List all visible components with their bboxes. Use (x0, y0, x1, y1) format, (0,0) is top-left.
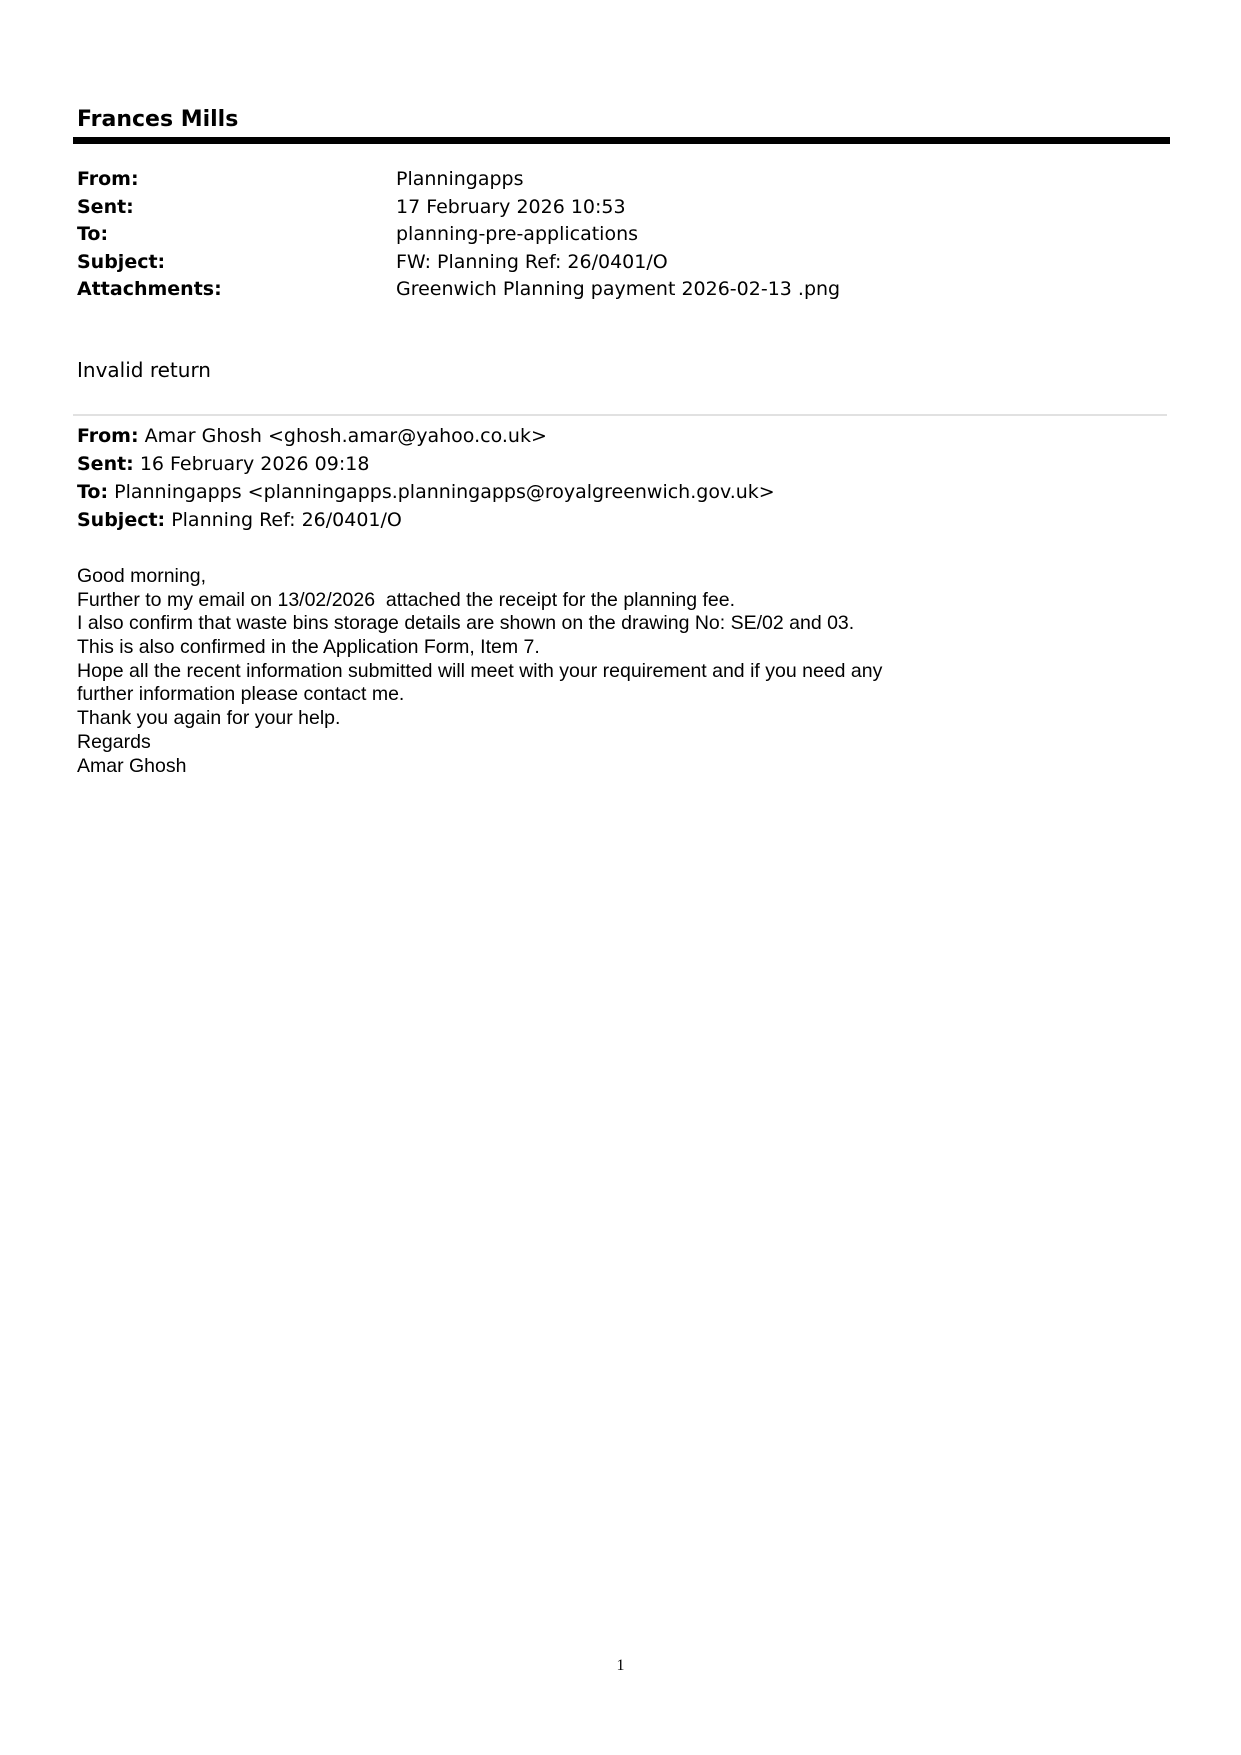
email-header (77, 166, 1167, 304)
forwarded-subject-label: Subject: (77, 509, 166, 531)
forwarded-to-value: Planningapps <planningapps.planningapps@royalgreenwich.gov.uk> (108, 481, 775, 503)
header-sent-value: 17 February 2026 10:53 (396, 195, 626, 218)
page-number: 1 (616, 1657, 625, 1674)
header-to-value: planning-pre-applications (396, 223, 639, 245)
header-to-label: To: (77, 223, 109, 245)
header-row-to (77, 221, 1167, 249)
body-line: Amar Ghosh (77, 754, 187, 777)
forwarded-from-label: From: (77, 425, 139, 447)
header-subject-label: Subject: (77, 250, 166, 273)
body-line: Further to my email on 13/02/2026 attached the receipt for the planning fee. (77, 588, 735, 611)
body-line: Regards (77, 730, 151, 753)
header-row-attachments (77, 276, 1167, 304)
forwarded-sent-value: 16 February 2026 09:18 (133, 453, 370, 475)
forwarded-to-row (77, 478, 775, 506)
body-line: Good morning, (77, 565, 206, 587)
header-sent-label: Sent: (77, 195, 134, 218)
body-line: I also confirm that waste bins storage details are shown on the drawing No: SE/02 and 03. (77, 612, 855, 635)
header-from-value: Planningapps (396, 168, 524, 190)
message-body (77, 565, 882, 778)
body-line: This is also confirmed in the Application Form, Item 7. (77, 636, 540, 659)
forwarded-to-label: To: (77, 481, 109, 503)
header-subject-value: FW: Planning Ref: 26/0401/O (396, 250, 668, 273)
owner-name-rule (73, 137, 1170, 144)
header-row-from (77, 166, 1167, 194)
header-row-subject (77, 249, 1167, 277)
body-line: further information please contact me. (77, 683, 405, 706)
intro-note: Invalid return (77, 358, 211, 382)
header-attachments-label: Attachments: (77, 278, 222, 300)
forwarded-subject-value: Planning Ref: 26/0401/O (165, 509, 402, 531)
forward-divider (73, 414, 1167, 416)
forwarded-from-value: Amar Ghosh <ghosh.amar@yahoo.co.uk> (138, 425, 547, 447)
header-row-sent (77, 194, 1167, 222)
forwarded-from-row (77, 422, 775, 450)
forwarded-subject-row (77, 506, 775, 534)
body-line: Hope all the recent information submitted will meet with your requirement and if you need any (77, 659, 883, 682)
header-attachments-value: Greenwich Planning payment 2026-02-13 .png (396, 278, 841, 300)
forwarded-sent-label: Sent: (77, 453, 134, 475)
forwarded-sent-row (77, 450, 775, 478)
forwarded-header (77, 422, 775, 534)
mailbox-owner-name: Frances Mills (77, 107, 239, 132)
header-from-label: From: (77, 168, 139, 190)
body-line: Thank you again for your help. (77, 707, 341, 730)
